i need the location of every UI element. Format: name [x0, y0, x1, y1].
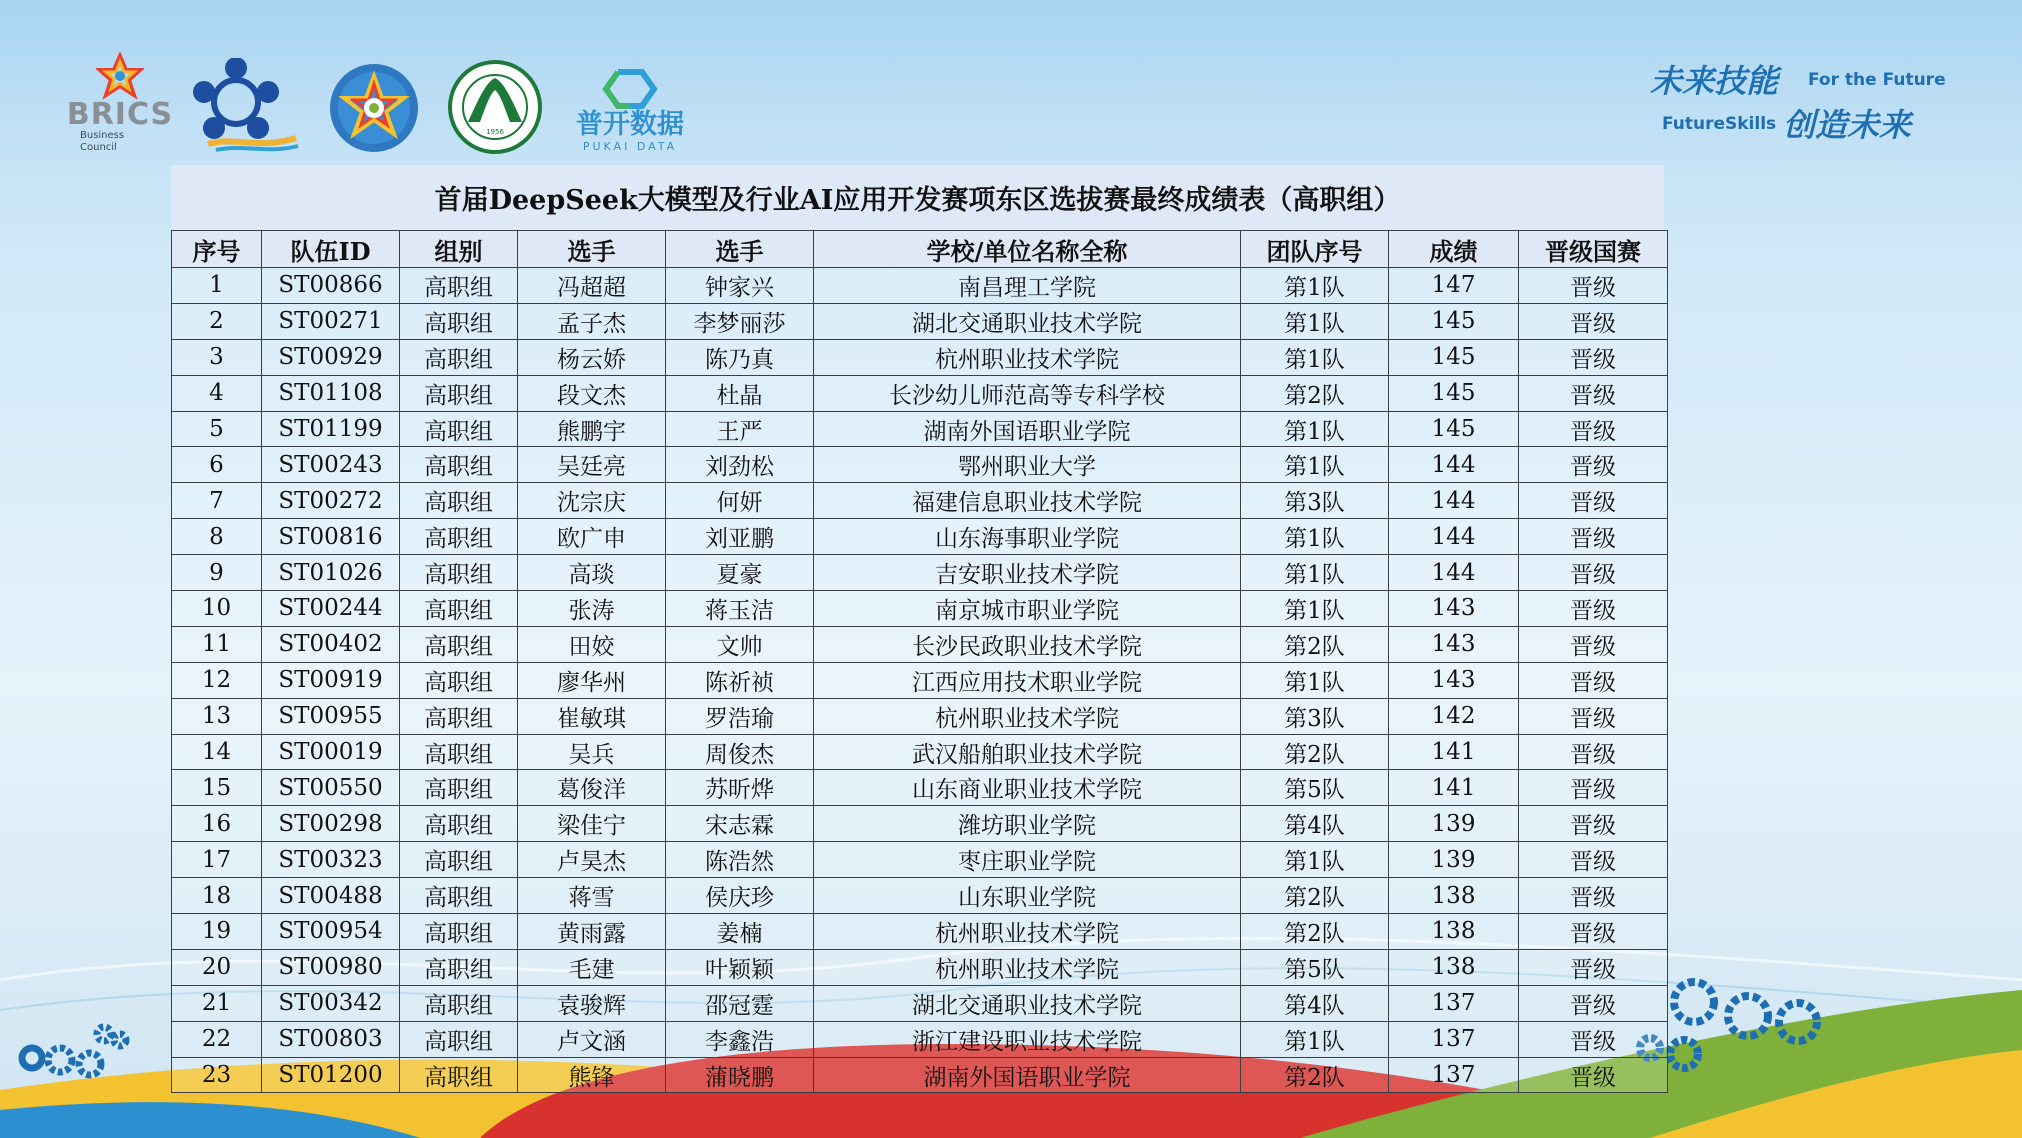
cell-team-id: ST00298	[262, 806, 400, 842]
cell-team-number: 第1队	[1241, 411, 1389, 447]
cell-school: 湖北交通职业技术学院	[814, 985, 1241, 1021]
cell-team-number: 第1队	[1241, 1021, 1389, 1057]
table-row	[172, 985, 1668, 1021]
cell-team-number: 第1队	[1241, 591, 1389, 627]
cell-team-number: 第5队	[1241, 770, 1389, 806]
cell-team-id: ST00816	[262, 519, 400, 555]
cell-index: 16	[172, 806, 262, 842]
cell-advance: 晋级	[1519, 842, 1668, 878]
cell-group: 高职组	[400, 519, 518, 555]
cell-index: 12	[172, 662, 262, 698]
cell-player-2: 刘劲松	[666, 447, 814, 483]
table-row	[172, 519, 1668, 555]
cell-player-2: 姜楠	[666, 914, 814, 950]
cell-score: 144	[1389, 555, 1519, 591]
table-title: 首届DeepSeek大模型及行业AI应用开发赛项东区选拔赛最终成绩表（高职组）	[171, 165, 1664, 230]
header-school: 学校/单位名称全称	[814, 231, 1241, 268]
svg-text:1956: 1956	[486, 128, 504, 136]
cell-player-2: 文帅	[666, 626, 814, 662]
cell-player-2: 蒲晓鹏	[666, 1057, 814, 1093]
cell-group: 高职组	[400, 591, 518, 627]
cell-team-number: 第1队	[1241, 662, 1389, 698]
future-skills-slogan	[1650, 56, 1970, 146]
cell-advance: 晋级	[1519, 555, 1668, 591]
cell-advance: 晋级	[1519, 591, 1668, 627]
cell-group: 高职组	[400, 878, 518, 914]
cell-index: 9	[172, 555, 262, 591]
cell-player-2: 杜晶	[666, 375, 814, 411]
table-row	[172, 411, 1668, 447]
cell-player-1: 毛建	[518, 949, 666, 985]
cell-team-number: 第1队	[1241, 555, 1389, 591]
cell-player-1: 欧广申	[518, 519, 666, 555]
cell-team-id: ST00919	[262, 662, 400, 698]
cell-group: 高职组	[400, 806, 518, 842]
cell-group: 高职组	[400, 698, 518, 734]
cell-advance: 晋级	[1519, 734, 1668, 770]
cell-team-id: ST00866	[262, 268, 400, 304]
cell-school: 浙江建设职业技术学院	[814, 1021, 1241, 1057]
cell-school: 南昌理工学院	[814, 268, 1241, 304]
cell-player-1: 卢昊杰	[518, 842, 666, 878]
cell-school: 杭州职业技术学院	[814, 339, 1241, 375]
brics-star-icon	[96, 52, 144, 100]
cell-index: 11	[172, 626, 262, 662]
cell-score: 143	[1389, 626, 1519, 662]
results-table	[171, 230, 1668, 1093]
cell-player-2: 钟家兴	[666, 268, 814, 304]
cell-index: 6	[172, 447, 262, 483]
brics-business-council-logo	[66, 52, 174, 154]
cell-index: 23	[172, 1057, 262, 1093]
cell-school: 武汉船舶职业技术学院	[814, 734, 1241, 770]
table-body	[172, 268, 1668, 1093]
table-row	[172, 698, 1668, 734]
cell-team-id: ST00929	[262, 339, 400, 375]
cell-team-number: 第4队	[1241, 806, 1389, 842]
cell-score: 145	[1389, 339, 1519, 375]
header-group: 组别	[400, 231, 518, 268]
cell-group: 高职组	[400, 411, 518, 447]
cell-school: 南京城市职业学院	[814, 591, 1241, 627]
cell-team-id: ST01026	[262, 555, 400, 591]
cell-player-1: 田姣	[518, 626, 666, 662]
table-row	[172, 375, 1668, 411]
cell-team-number: 第2队	[1241, 1057, 1389, 1093]
cell-advance: 晋级	[1519, 985, 1668, 1021]
cell-team-number: 第1队	[1241, 842, 1389, 878]
table-row	[172, 626, 1668, 662]
table-row	[172, 303, 1668, 339]
cell-school: 湖南外国语职业学院	[814, 1057, 1241, 1093]
cell-group: 高职组	[400, 662, 518, 698]
cell-score: 139	[1389, 842, 1519, 878]
cell-player-1: 沈宗庆	[518, 483, 666, 519]
table-row	[172, 447, 1668, 483]
cell-team-id: ST00271	[262, 303, 400, 339]
cell-score: 141	[1389, 770, 1519, 806]
cell-school: 吉安职业技术学院	[814, 555, 1241, 591]
cell-index: 21	[172, 985, 262, 1021]
slogan-en-bottom: FutureSkills	[1662, 114, 1777, 134]
cell-player-1: 熊锋	[518, 1057, 666, 1093]
cell-player-1: 梁佳宁	[518, 806, 666, 842]
cell-player-1: 卢文涵	[518, 1021, 666, 1057]
brics-subtext: Business Council	[80, 130, 125, 153]
cell-player-2: 陈乃真	[666, 339, 814, 375]
cell-player-2: 李鑫浩	[666, 1021, 814, 1057]
header-player-1: 选手	[518, 231, 666, 268]
cell-team-number: 第2队	[1241, 914, 1389, 950]
cell-score: 138	[1389, 949, 1519, 985]
cell-score: 145	[1389, 375, 1519, 411]
cell-index: 14	[172, 734, 262, 770]
cell-index: 3	[172, 339, 262, 375]
cell-player-2: 何妍	[666, 483, 814, 519]
cell-score: 144	[1389, 519, 1519, 555]
cell-player-2: 宋志霖	[666, 806, 814, 842]
cell-group: 高职组	[400, 734, 518, 770]
cell-player-1: 蒋雪	[518, 878, 666, 914]
header-team-id: 队伍ID	[262, 231, 400, 268]
cell-team-number: 第2队	[1241, 375, 1389, 411]
table-row	[172, 662, 1668, 698]
cell-player-2: 李梦丽莎	[666, 303, 814, 339]
cell-team-id: ST00019	[262, 734, 400, 770]
cell-school: 枣庄职业学院	[814, 842, 1241, 878]
cell-team-number: 第3队	[1241, 483, 1389, 519]
cell-index: 13	[172, 698, 262, 734]
cell-advance: 晋级	[1519, 878, 1668, 914]
cell-player-2: 苏昕烨	[666, 770, 814, 806]
cell-team-id: ST00803	[262, 1021, 400, 1057]
header-player-2: 选手	[666, 231, 814, 268]
cell-score: 138	[1389, 878, 1519, 914]
cell-score: 139	[1389, 806, 1519, 842]
cell-school: 山东商业职业技术学院	[814, 770, 1241, 806]
cell-score: 145	[1389, 411, 1519, 447]
header-team-number: 团队序号	[1241, 231, 1389, 268]
table-row	[172, 842, 1668, 878]
pukai-hex-icon	[600, 68, 660, 110]
cell-school: 江西应用技术职业学院	[814, 662, 1241, 698]
cell-player-2: 叶颖颖	[666, 949, 814, 985]
table-row	[172, 914, 1668, 950]
cell-group: 高职组	[400, 268, 518, 304]
cell-score: 142	[1389, 698, 1519, 734]
cell-player-2: 周俊杰	[666, 734, 814, 770]
cell-team-number: 第1队	[1241, 268, 1389, 304]
slogan-cn-bottom: 创造未来	[1783, 106, 1912, 144]
cell-score: 144	[1389, 483, 1519, 519]
cell-group: 高职组	[400, 914, 518, 950]
cell-player-1: 廖华州	[518, 662, 666, 698]
cell-advance: 晋级	[1519, 914, 1668, 950]
cell-group: 高职组	[400, 770, 518, 806]
cell-index: 17	[172, 842, 262, 878]
cell-group: 高职组	[400, 985, 518, 1021]
cell-score: 138	[1389, 914, 1519, 950]
cell-index: 20	[172, 949, 262, 985]
cell-school: 杭州职业技术学院	[814, 949, 1241, 985]
cell-team-id: ST00342	[262, 985, 400, 1021]
table-row	[172, 555, 1668, 591]
cell-advance: 晋级	[1519, 698, 1668, 734]
cell-advance: 晋级	[1519, 375, 1668, 411]
cell-score: 145	[1389, 303, 1519, 339]
cell-player-1: 段文杰	[518, 375, 666, 411]
cell-index: 10	[172, 591, 262, 627]
cell-player-1: 孟子杰	[518, 303, 666, 339]
cell-player-1: 崔敏琪	[518, 698, 666, 734]
cell-team-number: 第1队	[1241, 339, 1389, 375]
cell-team-id: ST01200	[262, 1057, 400, 1093]
cell-school: 山东海事职业学院	[814, 519, 1241, 555]
table-row	[172, 591, 1668, 627]
cell-player-2: 邵冠霆	[666, 985, 814, 1021]
cell-advance: 晋级	[1519, 447, 1668, 483]
cell-index: 4	[172, 375, 262, 411]
cell-school: 潍坊职业学院	[814, 806, 1241, 842]
cell-team-id: ST00980	[262, 949, 400, 985]
sponsor-logos	[66, 52, 690, 154]
cell-team-number: 第5队	[1241, 949, 1389, 985]
header-score: 成绩	[1389, 231, 1519, 268]
cell-index: 22	[172, 1021, 262, 1057]
cell-team-number: 第2队	[1241, 626, 1389, 662]
cell-team-number: 第3队	[1241, 698, 1389, 734]
cell-team-id: ST00954	[262, 914, 400, 950]
cell-score: 137	[1389, 985, 1519, 1021]
cell-group: 高职组	[400, 842, 518, 878]
cell-index: 7	[172, 483, 262, 519]
cell-player-1: 冯超超	[518, 268, 666, 304]
cell-group: 高职组	[400, 339, 518, 375]
cell-group: 高职组	[400, 375, 518, 411]
cell-team-number: 第1队	[1241, 519, 1389, 555]
cell-player-1: 吴兵	[518, 734, 666, 770]
cell-player-1: 高琰	[518, 555, 666, 591]
cell-school: 福建信息职业技术学院	[814, 483, 1241, 519]
cell-team-id: ST00323	[262, 842, 400, 878]
cell-advance: 晋级	[1519, 949, 1668, 985]
brics-circle-logo	[328, 62, 420, 154]
table-row	[172, 806, 1668, 842]
slogan-cn-top: 未来技能	[1650, 62, 1779, 100]
table-row	[172, 878, 1668, 914]
cell-school: 湖北交通职业技术学院	[814, 303, 1241, 339]
cell-player-2: 蒋玉洁	[666, 591, 814, 627]
brics-skills-logo	[188, 58, 300, 154]
cell-school: 山东职业学院	[814, 878, 1241, 914]
cell-score: 147	[1389, 268, 1519, 304]
cell-player-1: 袁骏辉	[518, 985, 666, 1021]
cell-index: 15	[172, 770, 262, 806]
cell-player-1: 黄雨露	[518, 914, 666, 950]
cell-advance: 晋级	[1519, 770, 1668, 806]
cell-advance: 晋级	[1519, 806, 1668, 842]
cell-group: 高职组	[400, 303, 518, 339]
cell-team-number: 第2队	[1241, 734, 1389, 770]
cell-advance: 晋级	[1519, 662, 1668, 698]
cell-school: 杭州职业技术学院	[814, 698, 1241, 734]
cell-player-2: 夏豪	[666, 555, 814, 591]
cell-team-id: ST00955	[262, 698, 400, 734]
table-row	[172, 339, 1668, 375]
cell-team-id: ST01199	[262, 411, 400, 447]
gears-left-icon	[12, 1020, 132, 1090]
cell-index: 8	[172, 519, 262, 555]
brics-text: BRICS	[66, 97, 174, 132]
header-index: 序号	[172, 231, 262, 268]
cell-team-number: 第1队	[1241, 303, 1389, 339]
cell-team-number: 第1队	[1241, 447, 1389, 483]
cell-player-1: 葛俊洋	[518, 770, 666, 806]
cell-group: 高职组	[400, 949, 518, 985]
cell-score: 141	[1389, 734, 1519, 770]
cell-player-1: 张涛	[518, 591, 666, 627]
table-header-row	[172, 231, 1668, 268]
cell-school: 杭州职业技术学院	[814, 914, 1241, 950]
cell-advance: 晋级	[1519, 411, 1668, 447]
cell-school: 湖南外国语职业学院	[814, 411, 1241, 447]
pukai-data-logo	[570, 68, 690, 154]
cell-group: 高职组	[400, 555, 518, 591]
cell-player-2: 王严	[666, 411, 814, 447]
pukai-text: 普开数据	[576, 109, 684, 140]
cell-player-1: 吴廷亮	[518, 447, 666, 483]
cell-player-2: 陈浩然	[666, 842, 814, 878]
cell-school: 鄂州职业大学	[814, 447, 1241, 483]
cell-advance: 晋级	[1519, 626, 1668, 662]
table-row	[172, 770, 1668, 806]
cell-team-number: 第4队	[1241, 985, 1389, 1021]
table-row	[172, 734, 1668, 770]
cell-team-id: ST00272	[262, 483, 400, 519]
cell-player-2: 刘亚鹏	[666, 519, 814, 555]
cell-player-2: 侯庆珍	[666, 878, 814, 914]
cell-school: 长沙幼儿师范高等专科学校	[814, 375, 1241, 411]
zhejiang-normal-university-logo	[448, 60, 542, 154]
table-row	[172, 1021, 1668, 1057]
table-row	[172, 949, 1668, 985]
cell-group: 高职组	[400, 626, 518, 662]
cell-group: 高职组	[400, 1057, 518, 1093]
cell-team-id: ST00244	[262, 591, 400, 627]
pukai-subtext: PUKAI DATA	[582, 140, 678, 153]
cell-advance: 晋级	[1519, 1021, 1668, 1057]
results-panel	[171, 165, 1667, 1093]
cell-score: 144	[1389, 447, 1519, 483]
cell-index: 5	[172, 411, 262, 447]
cell-score: 137	[1389, 1057, 1519, 1093]
cell-score: 143	[1389, 662, 1519, 698]
header-advance: 晋级国赛	[1519, 231, 1668, 268]
cell-school: 长沙民政职业技术学院	[814, 626, 1241, 662]
slogan-en-top: For the Future	[1808, 70, 1946, 90]
cell-advance: 晋级	[1519, 1057, 1668, 1093]
cell-group: 高职组	[400, 483, 518, 519]
cell-group: 高职组	[400, 447, 518, 483]
cell-team-id: ST00402	[262, 626, 400, 662]
cell-advance: 晋级	[1519, 339, 1668, 375]
cell-team-id: ST01108	[262, 375, 400, 411]
cell-team-id: ST00243	[262, 447, 400, 483]
cell-team-id: ST00488	[262, 878, 400, 914]
cell-index: 19	[172, 914, 262, 950]
cell-player-1: 杨云娇	[518, 339, 666, 375]
cell-score: 143	[1389, 591, 1519, 627]
cell-team-number: 第2队	[1241, 878, 1389, 914]
cell-advance: 晋级	[1519, 303, 1668, 339]
cell-group: 高职组	[400, 1021, 518, 1057]
cell-advance: 晋级	[1519, 268, 1668, 304]
cell-index: 1	[172, 268, 262, 304]
cell-player-1: 熊鹏宇	[518, 411, 666, 447]
cell-team-id: ST00550	[262, 770, 400, 806]
table-row	[172, 1057, 1668, 1093]
cell-advance: 晋级	[1519, 519, 1668, 555]
table-row	[172, 268, 1668, 304]
cell-index: 2	[172, 303, 262, 339]
table-row	[172, 483, 1668, 519]
cell-score: 137	[1389, 1021, 1519, 1057]
cell-advance: 晋级	[1519, 483, 1668, 519]
cell-player-2: 陈祈祯	[666, 662, 814, 698]
cell-index: 18	[172, 878, 262, 914]
cell-player-2: 罗浩瑜	[666, 698, 814, 734]
